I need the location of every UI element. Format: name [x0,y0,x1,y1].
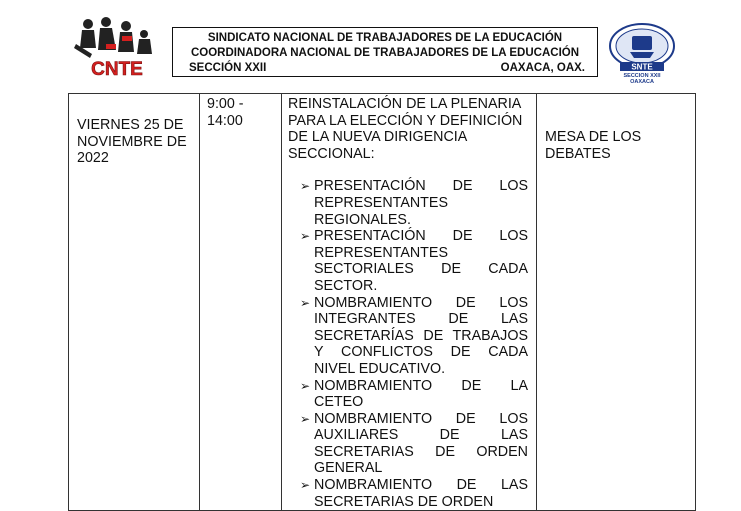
time-cell: 9:00 - 14:00 [200,94,282,511]
list-item: ➢ PRESENTACIÓN DE LOS REPRESENTANTES REGIONALES. [300,178,528,228]
header-line-2: COORDINADORA NACIONAL DE TRABAJADORES DE LA EDUCACIÓN [190,47,580,59]
header-line-1: SINDICATO NACIONAL DE TRABAJADORES DE LA EDUCACIÓN [207,32,563,44]
cnte-logo-text: CNTE [91,59,143,80]
list-item: ➢ NOMBRAMIENTO DE LAS SECRETARIAS DE ORDEN [300,477,528,510]
activity-list [288,178,528,510]
date-cell: VIERNES 25 DE NOVIEMBRE DE 2022 [69,94,200,511]
list-item: ➢ NOMBRAMIENTO DE LOS AUXILIARES DE LAS SECRETARIAS DE ORDEN GENERAL [300,410,528,477]
arrow-bullet-icon: ➢ [300,295,311,310]
snte-seal-section: SECCION XXII [623,73,661,79]
header-box [172,27,598,77]
snte-seal-city: OAXACA [630,79,654,84]
header-location: OAXACA, OAX. [500,62,585,74]
arrow-bullet-icon: ➢ [300,179,311,194]
arrow-bullet-icon: ➢ [300,229,311,244]
snte-seal-text: SNTE [631,62,653,72]
list-item: ➢ PRESENTACIÓN DE LOS REPRESENTANTES SECTORIALES DE CADA SECTOR. [300,228,528,294]
snte-seal [606,22,678,84]
arrow-bullet-icon: ➢ [300,478,311,493]
arrow-bullet-icon: ➢ [300,378,311,393]
header-section: SECCIÓN XXII [189,62,267,74]
place-cell: MESA DE LOS DEBATES [537,94,696,511]
activity-intro: REINSTALACIÓN DE LA PLENARIA PARA LA ELECCIÓN Y DEFINICIÓN DE LA NUEVA DIRIGENCIA SECCIONAL: [288,96,523,162]
activity-cell [282,94,537,511]
list-item: ➢ NOMBRAMIENTO DE LA CETEO [300,377,528,411]
header-line-3 [173,61,597,76]
list-item: ➢ NOMBRAMIENTO DE LOS INTEGRANTES DE LAS SECRETARÍAS DE TRABAJOS Y CONFLICTOS DE CADA NIVEL EDUCATIVO. [300,294,528,377]
agenda-table [68,93,696,511]
arrow-bullet-icon: ➢ [300,411,311,426]
table-row [69,94,696,511]
cnte-logo [72,14,162,80]
